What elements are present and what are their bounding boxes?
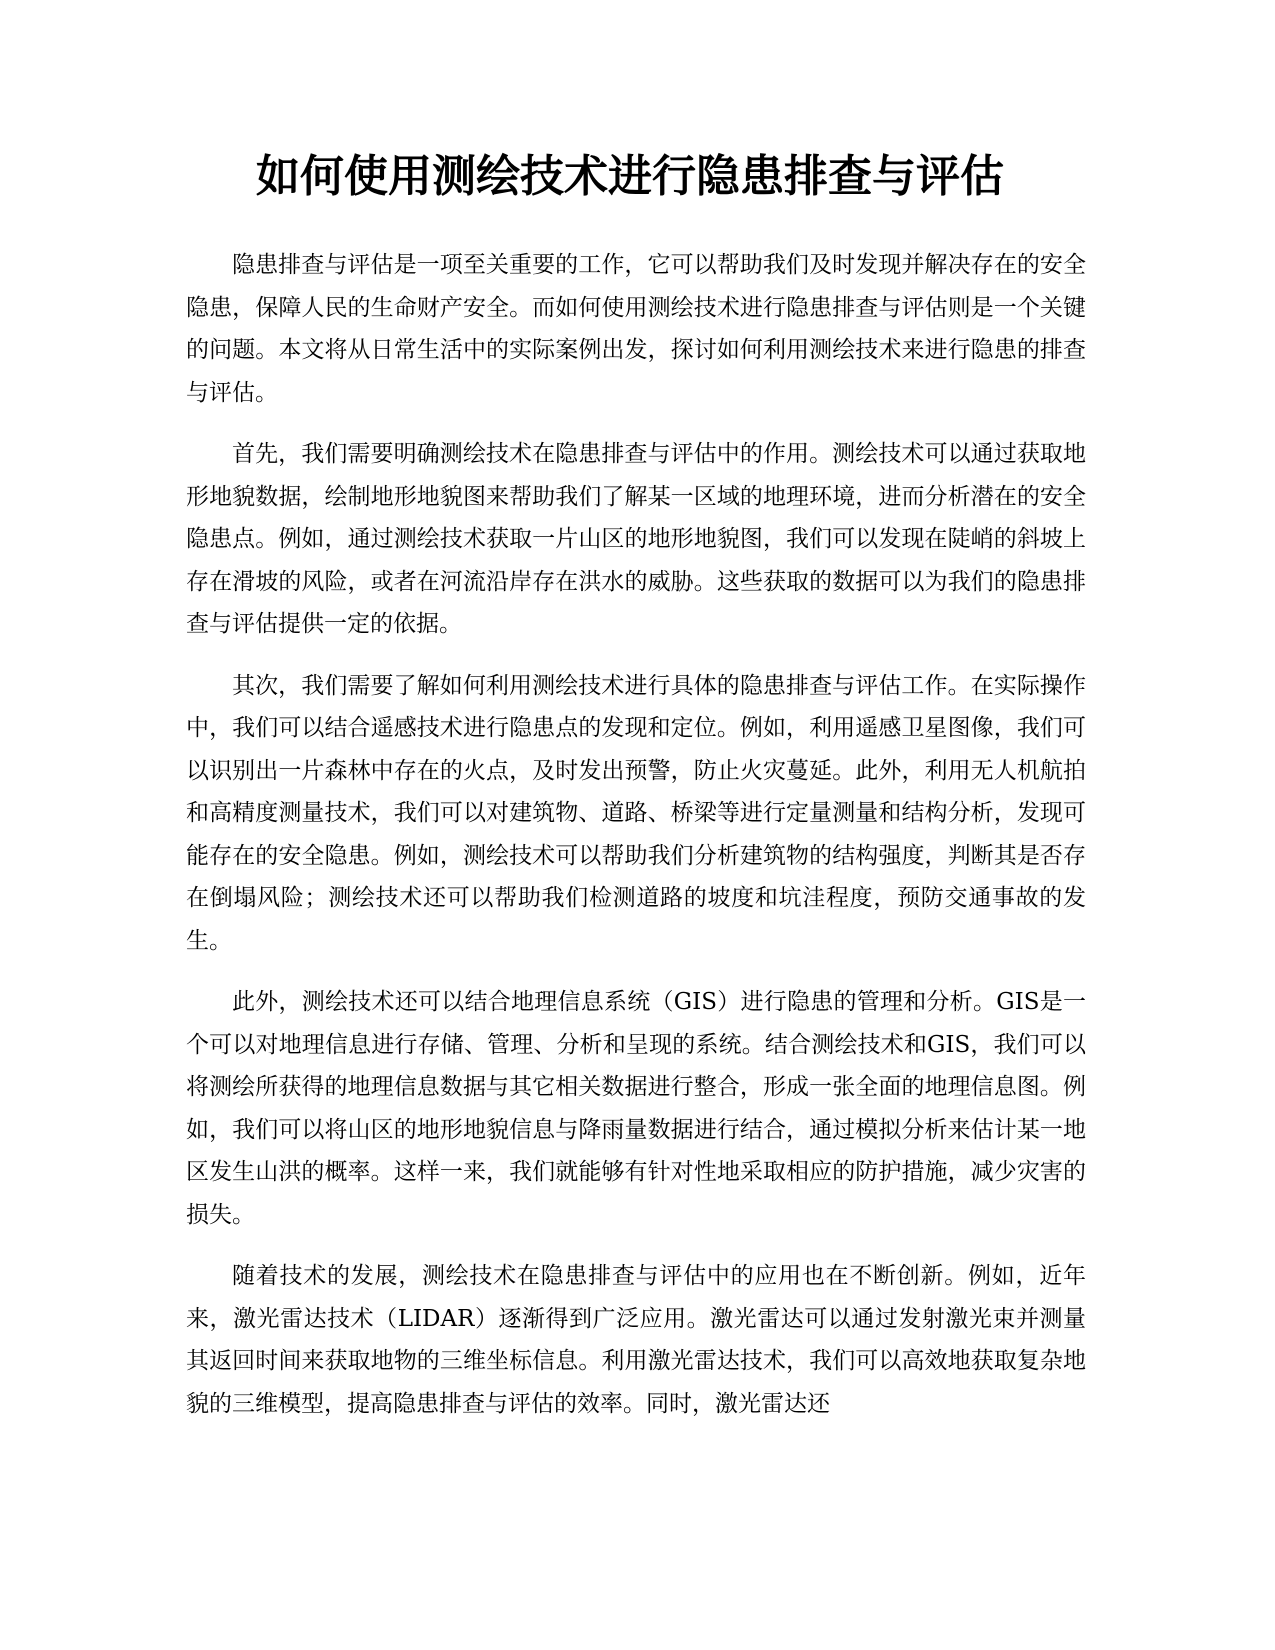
paragraph: 隐患排查与评估是一项至关重要的工作，它可以帮助我们及时发现并解决存在的安全隐患，保障人民的生命财产安全。而如何使用测绘技术进行隐患排查与评估则是一个关键的问题。本文将从日常生活中的实际案例出发，探讨如何利用测绘技术来进行隐患的排查与评估。	[186, 252, 1086, 406]
paragraph: 此外，测绘技术还可以结合地理信息系统（GIS）进行隐患的管理和分析。GIS是一个可以对地理信息进行存储、管理、分析和呈现的系统。结合测绘技术和GIS，我们可以将测绘所获得的地理信息数据与其它相关数据进行整合，形成一张全面的地理信息图。例如，我们可以将山区的地形地貌信息与降雨量数据进行结合，通过模拟分析来估计某一地区发生山洪的概率。这样一来，我们就能够有针对性地采取相应的防护措施，减少灾害的损失。	[186, 989, 1086, 1228]
document-body	[186, 244, 1086, 1444]
document-title: 如何使用测绘技术进行隐患排查与评估	[256, 151, 1004, 202]
paragraph: 随着技术的发展，测绘技术在隐患排查与评估中的应用也在不断创新。例如，近年来，激光雷达技术（LIDAR）逐渐得到广泛应用。激光雷达可以通过发射激光束并测量其返回时间来获取地物的三维坐标信息。利用激光雷达技术，我们可以高效地获取复杂地貌的三维模型，提高隐患排查与评估的效率。同时，激光雷达还	[186, 1263, 1086, 1417]
paragraph: 首先，我们需要明确测绘技术在隐患排查与评估中的作用。测绘技术可以通过获取地形地貌数据，绘制地形地貌图来帮助我们了解某一区域的地理环境，进而分析潜在的安全隐患点。例如，通过测绘技术获取一片山区的地形地貌图，我们可以发现在陡峭的斜坡上存在滑坡的风险，或者在河流沿岸存在洪水的威胁。这些获取的数据可以为我们的隐患排查与评估提供一定的依据。	[186, 441, 1086, 637]
paragraph: 其次，我们需要了解如何利用测绘技术进行具体的隐患排查与评估工作。在实际操作中，我们可以结合遥感技术进行隐患点的发现和定位。例如，利用遥感卫星图像，我们可以识别出一片森林中存在的火点，及时发出预警，防止火灾蔓延。此外，利用无人机航拍和高精度测量技术，我们可以对建筑物、道路、桥梁等进行定量测量和结构分析，发现可能存在的安全隐患。例如，测绘技术可以帮助我们分析建筑物的结构强度，判断其是否存在倒塌风险；测绘技术还可以帮助我们检测道路的坡度和坑洼程度，预防交通事故的发生。	[186, 672, 1086, 954]
